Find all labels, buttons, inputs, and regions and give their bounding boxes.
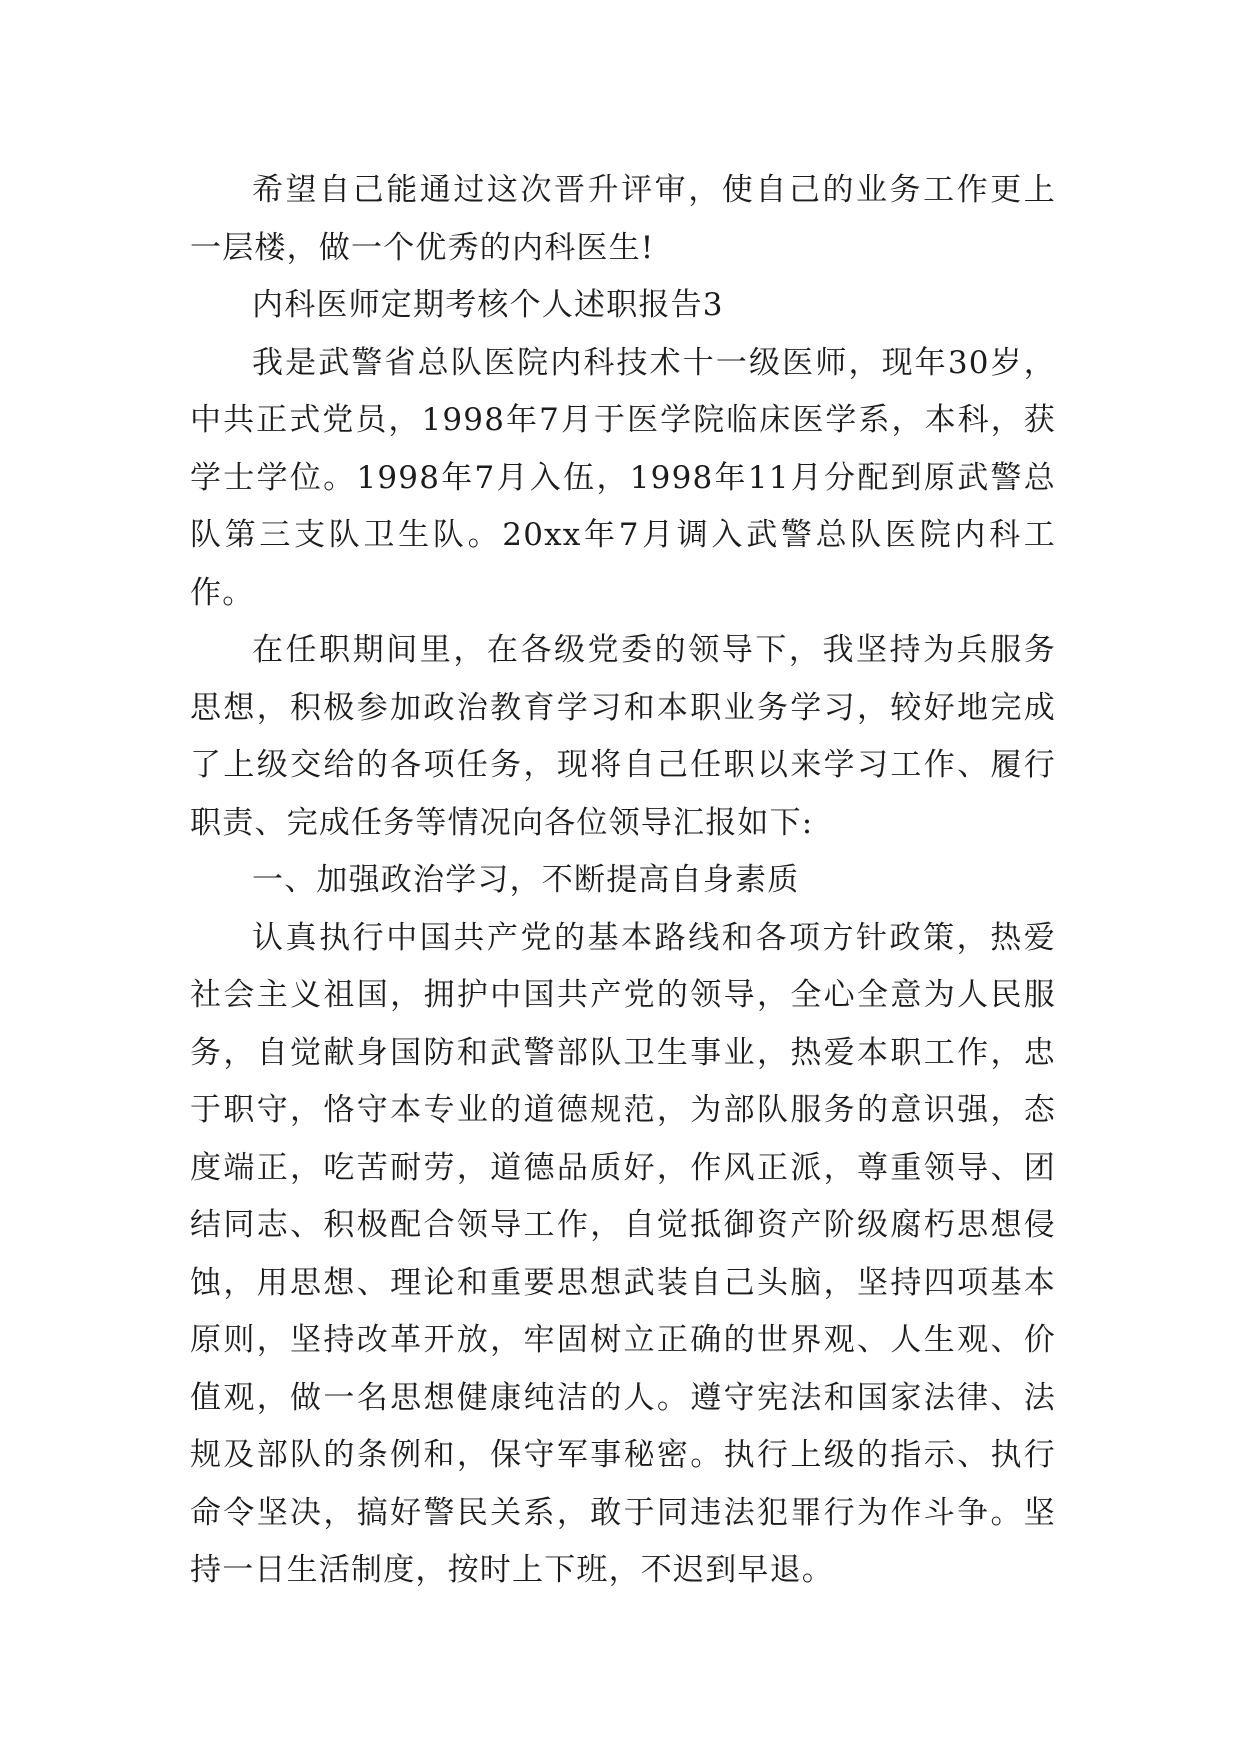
document-body bbox=[190, 162, 1056, 1600]
paragraph-political-study: 认真执行中国共产党的基本路线和各项方针政策，热爱社会主义祖国，拥护中国共产党的领导，全心全意为人民服务，自觉献身国防和武警部队卫生事业，热爱本职工作，忠于职守，恪守本专业的道德规范，为部队服务的意识强，态度端正，吃苦耐劳，道德品质好，作风正派，尊重领导、团结同志、积极配合领导工作，自觉抵御资产阶级腐朽思想侵蚀，用思想、理论和重要思想武装自己头脑，坚持四项基本原则，坚持改革开放，牢固树立正确的世界观、人生观、价值观，做一名思想健康纯洁的人。遵守宪法和国家法律、法规及部队的条例和，保守军事秘密。执行上级的指示、执行命令坚决，搞好警民关系，敢于同违法犯罪行为作斗争。坚持一日生活制度，按时上下班，不迟到早退。 bbox=[190, 919, 1056, 1588]
paragraph-personal-info: 我是武警省总队医院内科技术十一级医师，现年30岁，中共正式党员，1998年7月于医学院临床医学系，本科，获学士学位。1998年7月入伍，1998年11月分配到原武警总队第三支队卫生队。20xx年7月调入武警总队医院内科工作。 bbox=[190, 344, 1056, 611]
section-heading-1: 一、加强政治学习，不断提高自身素质 bbox=[252, 862, 800, 898]
paragraph-intro: 在任职期间里，在各级党委的领导下，我坚持为兵服务思想，积极参加政治教育学习和本职业务学习，较好地完成了上级交给的各项任务，现将自己任职以来学习工作、履行职责、完成任务等情况向各位领导汇报如下: bbox=[190, 632, 1056, 841]
report-title: 内科医师定期考核个人述职报告3 bbox=[252, 287, 724, 323]
paragraph-closing-wish: 希望自己能通过这次晋升评审，使自己的业务工作更上一层楼，做一个优秀的内科医生! bbox=[190, 172, 1056, 266]
